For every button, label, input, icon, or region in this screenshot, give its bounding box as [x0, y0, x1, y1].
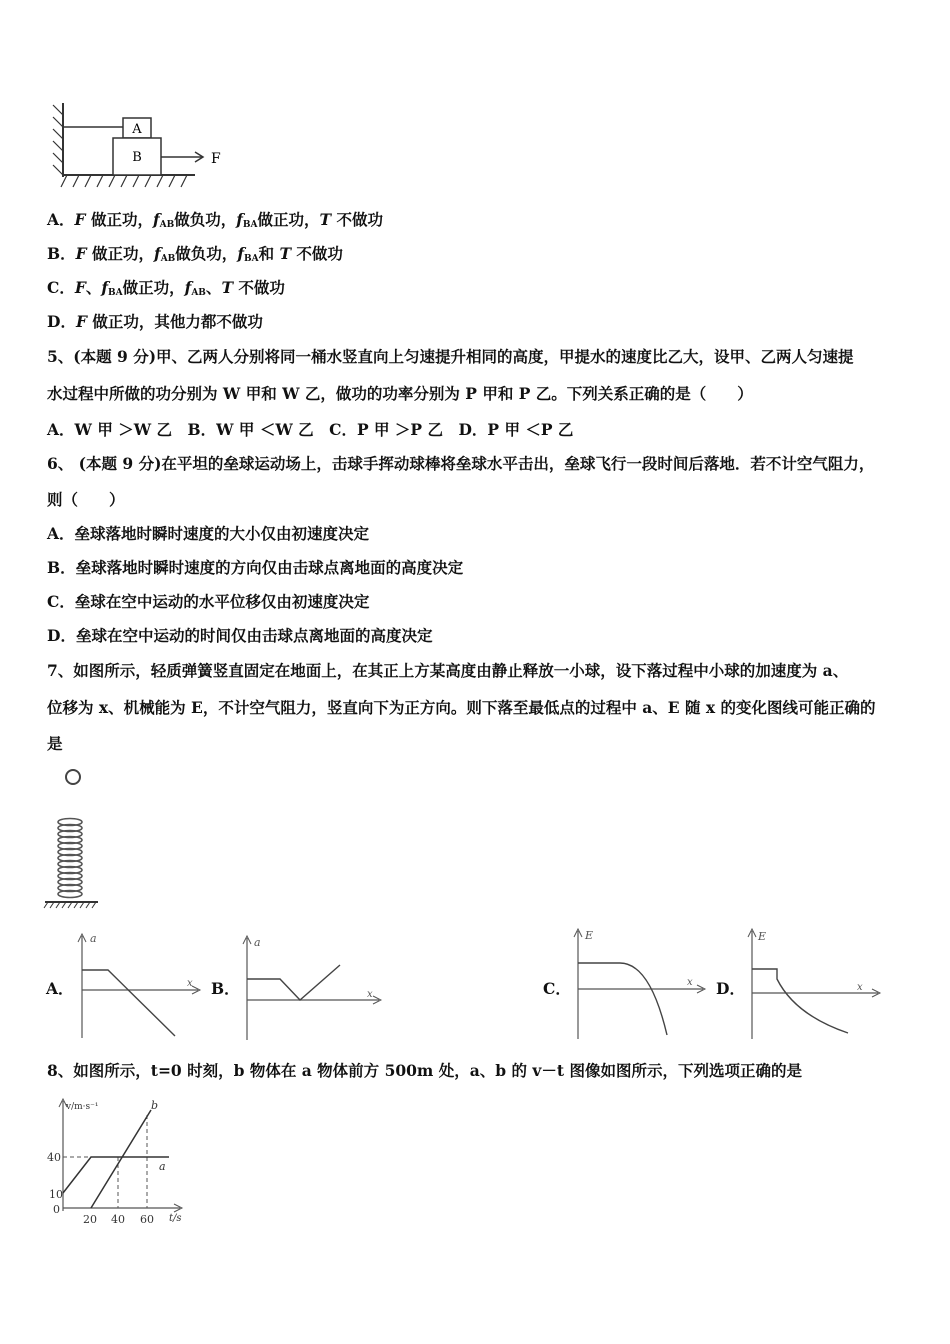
x-tick-40: 40: [111, 1213, 125, 1225]
q6-text-line2: 则（ ）: [47, 490, 125, 509]
q6-text-line1: 6、 (本题 9 分)在平坦的垒球运动场上，击球手挥动球棒将垒球水平击出，垒球飞行一段时间后落地．若不计空气阻力，: [47, 454, 875, 473]
graph-b-y-label: a: [254, 936, 261, 949]
series-a-label: a: [159, 1160, 166, 1173]
q7-graph-c: [565, 925, 710, 1041]
spring-ball-figure: [40, 762, 110, 912]
q6-option-d: D．垒球在空中运动的时间仅由击球点离地面的高度决定: [47, 626, 433, 645]
graph-b-x-label: x: [367, 989, 373, 1000]
q6-option-c: C．垒球在空中运动的水平位移仅由初速度决定: [47, 592, 370, 611]
q7-text-line1: 7、如图所示，轻质弹簧竖直固定在地面上，在其正上方某高度由静止释放一小球，设下落过程中小球的加速度为 a、: [47, 661, 849, 680]
y-tick-40: 40: [47, 1151, 61, 1164]
q4-option-a: A．F 做正功，$f_{AB}$做负功，$f_{BA}$做正功，T 不做功: [47, 210, 383, 230]
x-tick-20: 20: [83, 1213, 97, 1225]
q7-graph-b: [235, 930, 385, 1042]
q7-option-a-label: A．: [46, 979, 74, 998]
graph-a-x-label: x: [187, 978, 193, 989]
q7-text-line3: 是: [47, 734, 63, 753]
q4-option-c: C．F、$f_{BA}$做正功，$f_{AB}$、T 不做功: [47, 278, 285, 298]
q4-option-b: B．F 做正功，$f_{AB}$做负功，$f_{BA}$和 T 不做功: [47, 244, 343, 264]
graph-c-x-label: x: [687, 977, 693, 988]
q7-text-line2: 位移为 x、机械能为 E，不计空气阻力，竖直向下为正方向。则下落至最低点的过程中 a、E 随 x 的变化图线可能正确的: [47, 698, 876, 717]
q7-graph-d: [740, 925, 885, 1041]
block-b-label: B: [132, 150, 142, 165]
q8-vt-graph: [45, 1095, 195, 1225]
blocks-figure: [45, 95, 235, 190]
graph-d-x-label: x: [857, 982, 863, 993]
q7-graph-a: [70, 928, 205, 1040]
graph-d-y-label: E: [758, 930, 767, 943]
q7-option-c-label: C．: [543, 979, 571, 998]
origin-label: 0: [53, 1203, 60, 1216]
q7-option-b-label: B．: [211, 979, 240, 998]
q8-text: 8、如图所示，t=0 时刻，b 物体在 a 物体前方 500m 处，a、b 的 v－t 图像如图所示，下列选项正确的是: [47, 1061, 802, 1080]
y-tick-10: 10: [49, 1188, 63, 1201]
q7-option-d-label: D．: [716, 979, 745, 998]
graph-c-y-label: E: [585, 929, 594, 942]
force-f-label: F: [211, 151, 221, 167]
q6-option-b: B．垒球落地时瞬时速度的方向仅由击球点离地面的高度决定: [47, 558, 464, 577]
x-tick-60: 60: [140, 1213, 154, 1225]
q4-option-d: D．F 做正功，其他力都不做功: [47, 312, 263, 331]
graph-ylabel: v/m·s⁻¹: [66, 1102, 99, 1112]
block-a-label: A: [132, 122, 142, 137]
q6-option-a: A．垒球落地时瞬时速度的大小仅由初速度决定: [47, 524, 370, 543]
q5-options: A．W 甲 ＞W 乙 B．W 甲 ＜W 乙 C．P 甲 ＞P 乙 D．P 甲 ＜P 乙: [47, 420, 574, 439]
graph-a-y-label: a: [90, 932, 97, 945]
graph-xlabel: t/s: [169, 1213, 182, 1224]
series-b-label: b: [151, 1099, 159, 1112]
q5-text-line2: 水过程中所做的功分别为 W 甲和 W 乙，做功的功率分别为 P 甲和 P 乙。下列关系正确的是（ ）: [47, 384, 753, 403]
q5-text-line1: 5、(本题 9 分)甲、乙两人分别将同一桶水竖直向上匀速提升相同的高度，甲提水的速度比乙大，设甲、乙两人匀速提: [47, 347, 854, 366]
